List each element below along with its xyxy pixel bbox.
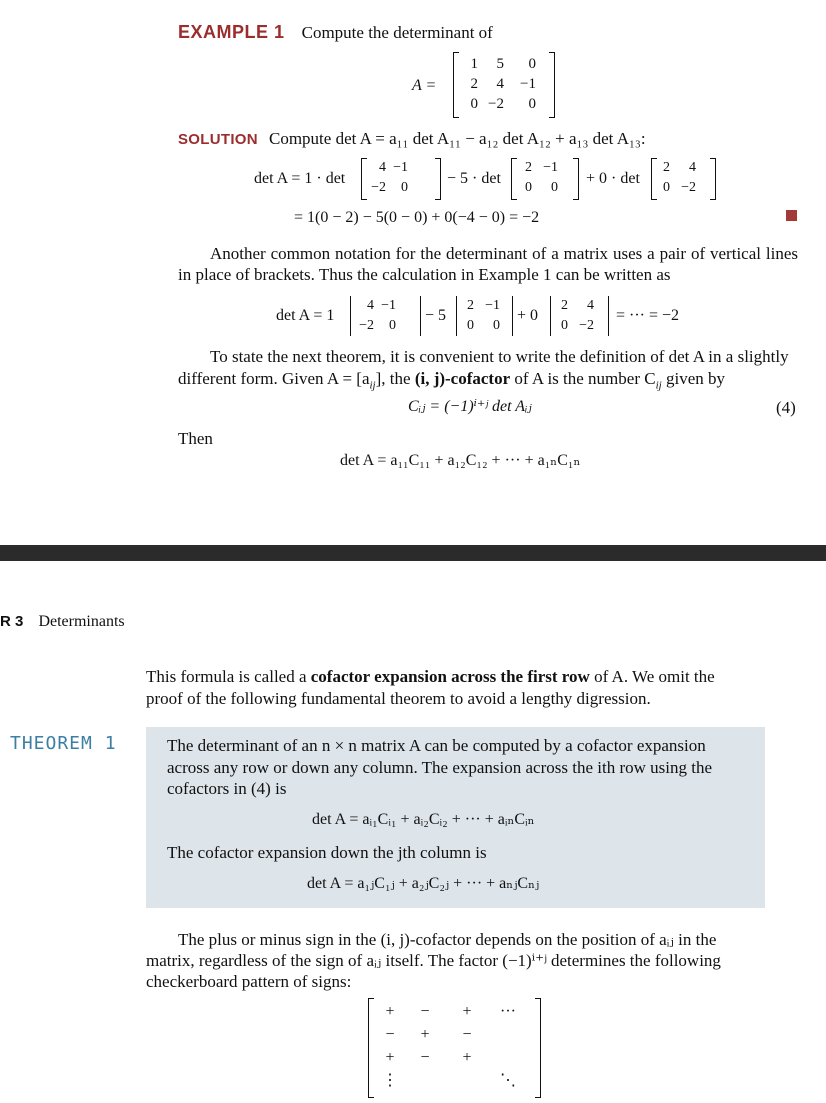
solution-matrix-1	[364, 158, 408, 198]
matrix-a-lhs: A =	[412, 77, 437, 94]
matrix-entry: 0	[663, 180, 670, 195]
subscript: ij	[655, 379, 662, 392]
cofactor-text: given by	[661, 369, 725, 388]
solution-intro: Compute det A = a₁₁ det A₁₁ − a₁₂ det A₁₂ + a₁₃ det A₁₃:	[269, 129, 646, 148]
sign-para-line2: matrix, regardless of the sign of aᵢⱼ itself. The factor (−1)ⁱ⁺ʲ determines the following	[146, 951, 721, 970]
theorem-line1: The determinant of an n × n matrix A can be computed by a cofactor expansion	[167, 736, 706, 755]
sign-entry: +	[420, 1026, 430, 1043]
matrix-entry: 0	[561, 318, 568, 333]
bracket-right	[535, 998, 541, 1098]
matrix-entry: 2	[525, 160, 532, 175]
matrix-entry: 4	[367, 298, 374, 313]
sign-entry: −	[462, 1026, 472, 1043]
bracket-left	[368, 998, 374, 1098]
sign-entry: ⋮	[382, 1072, 398, 1089]
vertical-bar	[420, 296, 421, 336]
theorem-line4: The cofactor expansion down the jth column is	[167, 843, 487, 862]
matrix-entry: −1	[543, 160, 558, 175]
matrix-entry: −2	[681, 180, 696, 195]
sign-entry: +	[462, 1049, 472, 1066]
notation-paragraph: Another common notation for the determinant of a matrix uses a pair of vertical lines in place of brackets. Thus the calculation in Example 1 can be written as	[178, 244, 798, 284]
solution-line1-lhs: det A = 1 · det	[254, 170, 346, 187]
matrix-entry: 4	[689, 160, 696, 175]
solution-line2: = 1(0 − 2) − 5(0 − 0) + 0(−4 − 0) = −2	[294, 209, 540, 226]
page-break-band	[0, 545, 826, 561]
matrix-entry: 0	[389, 318, 396, 333]
matrix-entry: −1	[485, 298, 500, 313]
matrix-entry: 0	[525, 180, 532, 195]
vertical-bar	[350, 296, 351, 336]
bracket-right	[710, 158, 716, 200]
sign-entry: +	[462, 1003, 472, 1020]
cofactor-para-line2	[178, 368, 725, 396]
notation-op2: − 5	[425, 307, 447, 324]
formula-text: of A. We omit the	[589, 667, 715, 686]
matrix-entry: −2	[359, 318, 374, 333]
first-row-expansion: det A = a₁₁C₁₁ + a₁₂C₁₂ + ··· + a₁ₙC₁ₙ	[340, 452, 581, 469]
matrix-entry: −1	[393, 160, 408, 175]
bracket-right	[573, 158, 579, 200]
matrix-entry: 4	[496, 76, 504, 92]
end-of-proof-marker	[786, 210, 797, 221]
theorem-line3: cofactors in (4) is	[167, 779, 287, 798]
matrix-entry: −2	[371, 180, 386, 195]
sign-checkerboard-matrix	[376, 1000, 528, 1092]
matrix-entry: −2	[488, 96, 504, 112]
matrix-entry: 2	[467, 298, 474, 313]
matrix-entry: 2	[470, 76, 478, 92]
notation-lhs: det A = 1	[276, 307, 335, 324]
matrix-entry: 0	[528, 56, 536, 72]
theorem-label: THEOREM 1	[10, 733, 117, 754]
matrix-entry: 0	[528, 96, 536, 112]
matrix-entry: 0	[493, 318, 500, 333]
cofactor-text: of A is the number C	[510, 369, 656, 388]
sign-entry: −	[420, 1049, 430, 1066]
matrix-entry: 0	[401, 180, 408, 195]
cofactor-text: different form. Given A = [a	[178, 369, 370, 388]
equation-number: (4)	[776, 398, 796, 417]
example-heading	[178, 22, 493, 43]
notation-rhs: = ··· = −2	[616, 307, 680, 324]
sign-entry: −	[420, 1003, 430, 1020]
notation-matrix-2	[456, 296, 500, 336]
cofactor-para-line1: To state the next theorem, it is convenient to write the definition of det A in a slightly	[210, 347, 789, 366]
cofactor-text: ], the	[375, 369, 415, 388]
cofactor-equation: Cᵢⱼ = (−1)ⁱ⁺ʲ det Aᵢⱼ	[408, 398, 532, 415]
formula-para-line2: proof of the following fundamental theorem to avoid a lengthy digression.	[146, 689, 651, 708]
notation-matrix-3	[550, 296, 594, 336]
sign-entry: ···	[500, 1003, 516, 1020]
matrix-entry: 2	[663, 160, 670, 175]
matrix-entry: −1	[381, 298, 396, 313]
then-label: Then	[178, 429, 213, 448]
matrix-a	[458, 54, 536, 114]
solution-heading	[178, 128, 646, 149]
cofactor-term: (i, j)-cofactor	[414, 369, 511, 388]
matrix-entry: 5	[496, 56, 504, 72]
formula-text: This formula is called a	[146, 667, 311, 686]
example-intro: Compute the determinant of	[301, 23, 493, 42]
solution-matrix-3	[652, 158, 696, 198]
sign-para-line1: The plus or minus sign in the (i, j)-cofactor depends on the position of aᵢⱼ in the	[178, 930, 717, 949]
notation-op3: + 0	[517, 307, 539, 324]
chapter-number: R 3	[0, 613, 24, 630]
sign-para-line3: checkerboard pattern of signs:	[146, 972, 352, 991]
matrix-entry: 4	[587, 298, 594, 313]
sign-entry: +	[385, 1049, 395, 1066]
sign-entry	[404, 1069, 446, 1092]
bracket-right	[435, 158, 441, 200]
theorem-row-expansion: det A = aᵢ₁Cᵢ₁ + aᵢ₂Cᵢ₂ + ··· + aᵢₙCᵢₙ	[312, 811, 535, 828]
formula-para-line1	[146, 666, 715, 687]
vertical-bar	[608, 296, 609, 336]
sign-entry: ⋱	[500, 1072, 516, 1089]
sign-entry	[488, 1046, 528, 1069]
matrix-entry: 0	[470, 96, 478, 112]
matrix-entry: −2	[579, 318, 594, 333]
notation-matrix-1	[352, 296, 396, 336]
matrix-entry: 0	[551, 180, 558, 195]
solution-matrix-2	[512, 158, 558, 198]
vertical-bar	[512, 296, 513, 336]
matrix-entry: 4	[379, 160, 386, 175]
theorem-line2: across any row or down any column. The expansion across the ith row using the	[167, 758, 712, 777]
sign-entry	[446, 1069, 488, 1092]
subscript: ij	[369, 379, 376, 392]
running-header	[0, 611, 125, 631]
matrix-entry: 0	[467, 318, 474, 333]
sign-entry	[488, 1023, 528, 1046]
formula-term: cofactor expansion across the first row	[310, 667, 590, 686]
bracket-right	[549, 52, 555, 118]
example-label: EXAMPLE 1	[178, 22, 285, 42]
sign-entry: −	[385, 1026, 395, 1043]
solution-line1-op3: + 0 · det	[586, 170, 640, 187]
sign-entry: +	[385, 1003, 395, 1020]
matrix-entry: 2	[561, 298, 568, 313]
matrix-entry: −1	[520, 76, 536, 92]
solution-line1-op2: − 5 · det	[447, 170, 501, 187]
matrix-entry: 1	[470, 56, 478, 72]
theorem-column-expansion: det A = a₁ⱼC₁ⱼ + a₂ⱼC₂ⱼ + ··· + aₙⱼCₙⱼ	[307, 875, 540, 892]
solution-label: SOLUTION	[178, 131, 258, 148]
chapter-title: Determinants	[38, 613, 125, 630]
